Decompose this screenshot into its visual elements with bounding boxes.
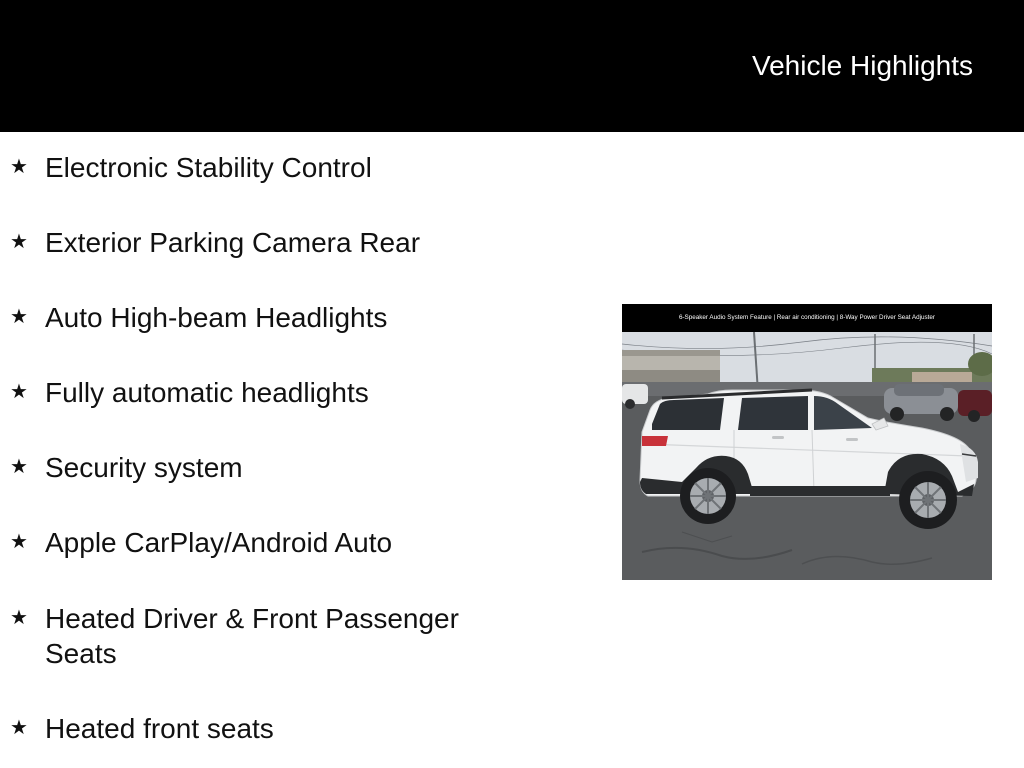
feature-label: Exterior Parking Camera Rear (45, 227, 421, 258)
feature-item (10, 375, 520, 410)
feature-item (10, 450, 520, 485)
vehicle-photo-image (622, 332, 992, 580)
star-icon: ★ (10, 306, 28, 328)
page-title: Vehicle Highlights (751, 50, 973, 81)
feature-label: Heated front seats (45, 713, 274, 744)
feature-item (10, 601, 520, 671)
feature-item (10, 525, 520, 560)
feature-item (10, 150, 520, 185)
feature-label: Heated Driver & Front Passenger Seats (45, 603, 459, 669)
star-icon: ★ (10, 231, 28, 253)
star-icon: ★ (10, 456, 28, 478)
photo-caption: 6-Speaker Audio System Feature | Rear air conditioning | 8-Way Power Driver Seat Adjuster (622, 304, 992, 332)
star-icon: ★ (10, 717, 28, 739)
star-icon: ★ (10, 531, 28, 553)
feature-label: Electronic Stability Control (45, 152, 372, 183)
feature-label: Apple CarPlay/Android Auto (45, 527, 393, 558)
feature-label: Security system (45, 452, 243, 483)
feature-item (10, 225, 520, 260)
feature-item (10, 711, 520, 746)
vehicle-photo (622, 304, 992, 580)
header-bar (0, 0, 1024, 132)
feature-item (10, 300, 520, 335)
star-icon: ★ (10, 607, 28, 629)
star-icon: ★ (10, 381, 28, 403)
star-icon: ★ (10, 156, 28, 178)
feature-label: Fully automatic headlights (45, 377, 369, 408)
feature-label: Auto High-beam Headlights (45, 302, 388, 333)
